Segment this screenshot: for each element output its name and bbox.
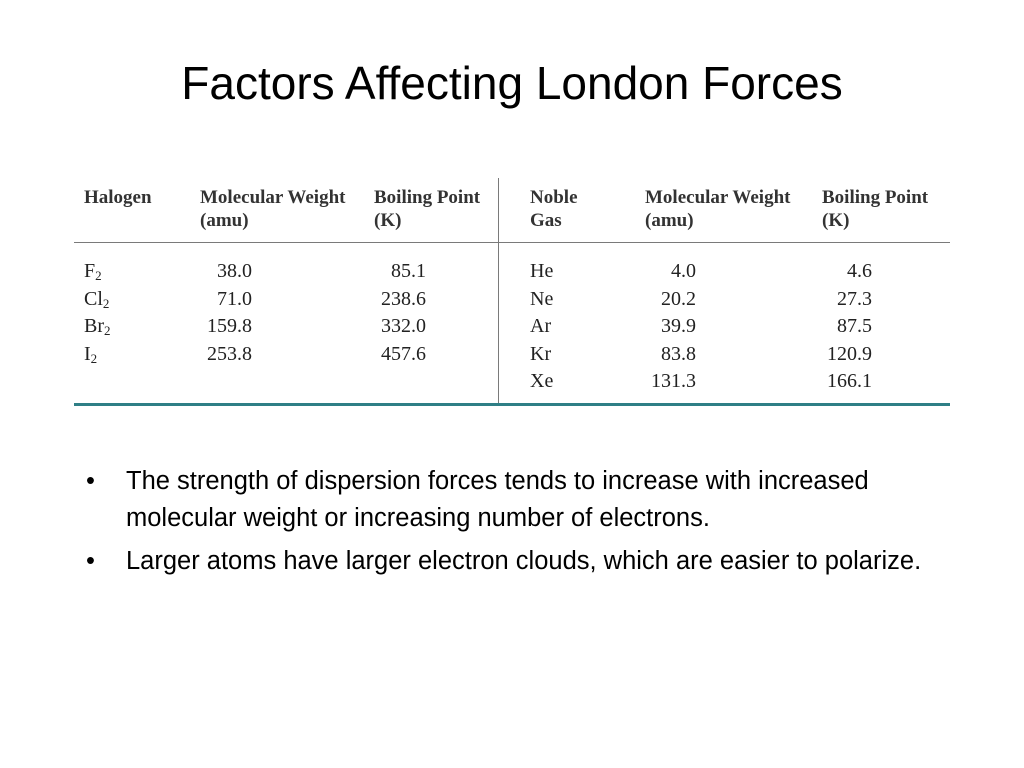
noble-bp-cell: 120.9 [827, 342, 872, 365]
noble-gas-symbol: Ar [530, 315, 552, 337]
table-column-divider [498, 178, 499, 403]
header-halogen: Halogen [84, 187, 152, 208]
halogen-bp-cell: 85.1 [391, 260, 426, 282]
noble-mw-cell: 4.0 [671, 260, 696, 282]
halogen-symbol: Br [84, 315, 104, 337]
halogen-bp-cell: 332.0 [381, 315, 426, 337]
bullet-text: Larger atoms have larger electron clouds, which are easier to polarize. [126, 547, 922, 575]
header-halogen-molecular-weight: Molecular Weight (amu) [200, 187, 346, 231]
noble-gas-symbol: Ne [530, 287, 554, 310]
halogen-mw-cell: 253.8 [207, 342, 252, 365]
bullet-text: The strength of dispersion forces tends to increase with increased molecular weight or increasing number of electrons. [126, 467, 869, 532]
noble-bp-cell: 4.6 [847, 260, 872, 282]
halogen-mw-column [184, 258, 252, 368]
halogen-mw-cell: 38.0 [217, 260, 252, 282]
table-bottom-rule [74, 403, 950, 406]
halogen-bp-cell: 457.6 [381, 342, 426, 365]
noble-mw-cell: 20.2 [661, 287, 696, 310]
header-noble-gas: Noble Gas [530, 187, 578, 231]
header-halogen-boiling-point: Boiling Point (K) [374, 187, 481, 231]
halogen-mw-cell: 71.0 [217, 287, 252, 310]
bullet-item [86, 543, 946, 580]
halogen-row [84, 313, 174, 341]
halogen-row [84, 341, 174, 369]
header-noble-boiling-point: Boiling Point (K) [822, 187, 929, 231]
header-noble-molecular-weight: Molecular Weight (amu) [645, 187, 791, 231]
halogen-bp-column [354, 258, 426, 368]
halogen-subscript: 2 [95, 268, 102, 283]
noble-gas-symbol: Xe [530, 370, 554, 392]
halogen-symbol: F [84, 260, 96, 282]
bullet-dot-icon: • [86, 467, 95, 495]
bullet-item [86, 463, 946, 537]
noble-bp-column [800, 258, 872, 396]
halogen-symbol: Cl [84, 287, 103, 310]
noble-mw-cell: 83.8 [661, 342, 696, 365]
noble-bp-cell: 166.1 [827, 370, 872, 392]
halogen-subscript: 2 [102, 295, 110, 311]
bullet-dot-icon: • [86, 547, 95, 575]
noble-gas-name-column [530, 258, 610, 396]
noble-mw-cell: 39.9 [661, 315, 696, 337]
halogen-subscript: 2 [104, 323, 111, 338]
halogen-bp-cell: 238.6 [381, 287, 426, 310]
noble-mw-column [630, 258, 696, 396]
noble-mw-cell: 131.3 [651, 370, 696, 392]
halogen-symbol: I [84, 342, 91, 365]
halogen-row [84, 258, 174, 286]
halogen-name-column [84, 258, 174, 368]
noble-gas-symbol: He [530, 260, 554, 282]
bullet-list [86, 463, 946, 586]
noble-bp-cell: 27.3 [837, 287, 872, 310]
slide-title: Factors Affecting London Forces [181, 57, 843, 109]
halogen-row [84, 286, 174, 314]
noble-gas-symbol: Kr [530, 342, 552, 365]
boiling-point-table [74, 180, 950, 406]
header-rule [74, 242, 950, 243]
halogen-subscript: 2 [90, 350, 98, 366]
noble-bp-cell: 87.5 [837, 315, 872, 337]
halogen-mw-cell: 159.8 [207, 315, 252, 337]
